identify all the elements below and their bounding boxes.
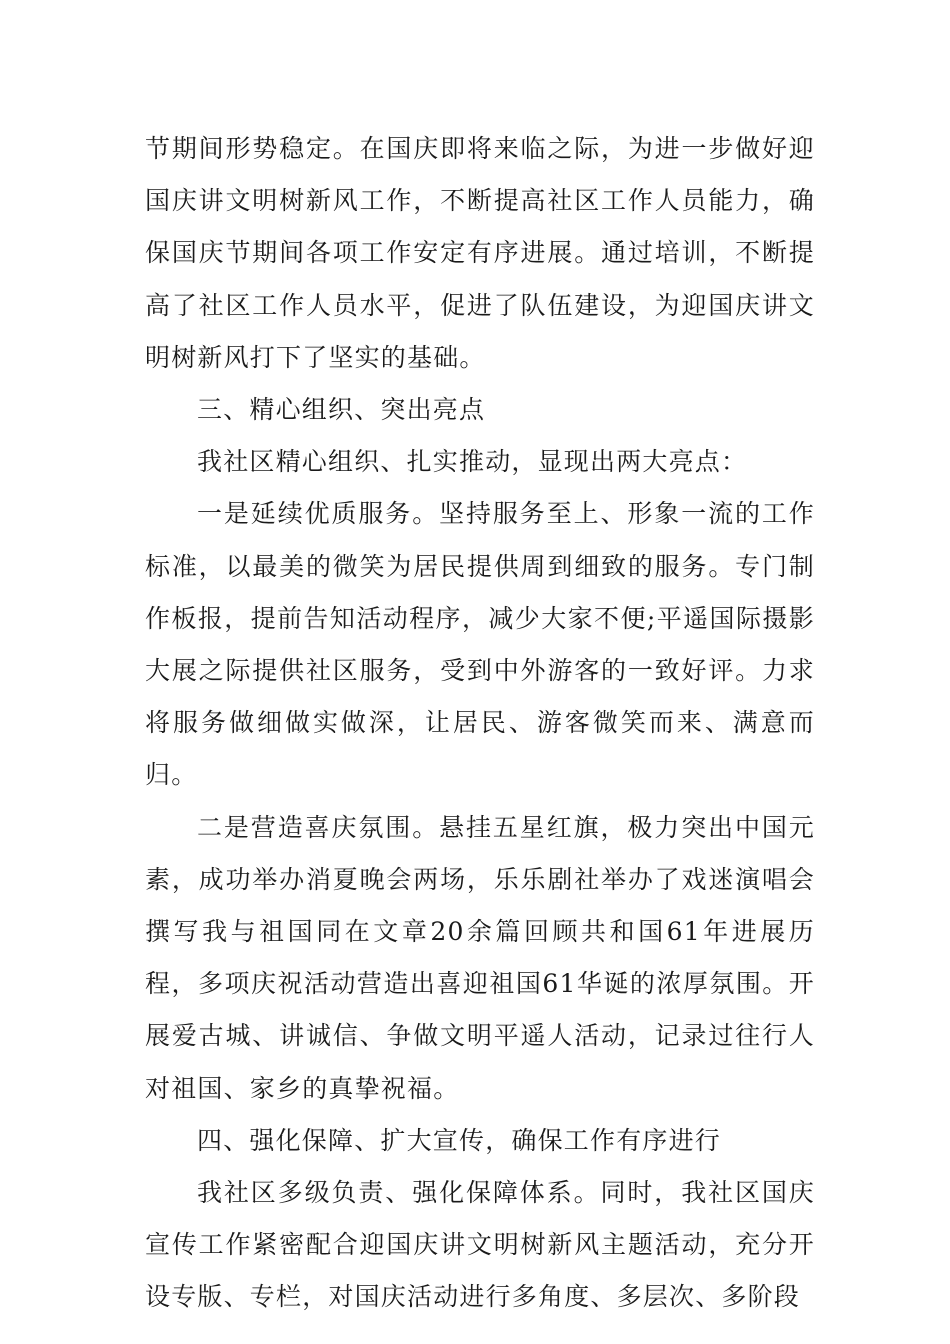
paragraph-highlights-intro: 我社区精心组织、扎实推动，显现出两大亮点： [197, 447, 748, 477]
document-body [145, 123, 815, 1324]
paragraph-continuation: 节期间形势稳定。在国庆即将来临之际，为进一步做好迎国庆讲文明树新风工作，不断提高社区工作人员能力，确保国庆节期间各项工作安定有序进展。通过培训，不断提高了社区工作人员水平，促进了队伍建设，为迎国庆讲文明树新风打下了坚实的基础。 [145, 134, 815, 372]
paragraph-festive-atmosphere: 二是营造喜庆氛围。悬挂五星红旗，极力突出中国元素，成功举办消夏晚会两场，乐乐剧社举办了戏迷演唱会撰写我与祖国同在文章20余篇回顾共和国61年进展历程，多项庆祝活动营造出喜迎祖国61华诞的浓厚氛围。开展爱古城、讲诚信、争做文明平遥人活动，记录过往行人对祖国、家乡的真挚祝福。 [145, 812, 815, 1103]
paragraph-quality-service: 一是延续优质服务。坚持服务至上、形象一流的工作标准，以最美的微笑为居民提供周到细致的服务。专门制作板报，提前告知活动程序，减少大家不便;平遥国际摄影大展之际提供社区服务，受到中外游客的一致好评。力求将服务做细做实做深，让居民、游客微笑而来、满意而归。 [145, 499, 815, 790]
paragraph-guarantee-publicity: 我社区多级负责、强化保障体系。同时，我社区国庆宣传工作紧密配合迎国庆讲文明树新风主题活动，充分开设专版、专栏，对国庆活动进行多角度、多层次、多阶段 [145, 1178, 815, 1312]
section-heading-four: 四、强化保障、扩大宣传，确保工作有序进行 [197, 1125, 722, 1155]
section-heading-three: 三、精心组织、突出亮点 [197, 395, 486, 425]
